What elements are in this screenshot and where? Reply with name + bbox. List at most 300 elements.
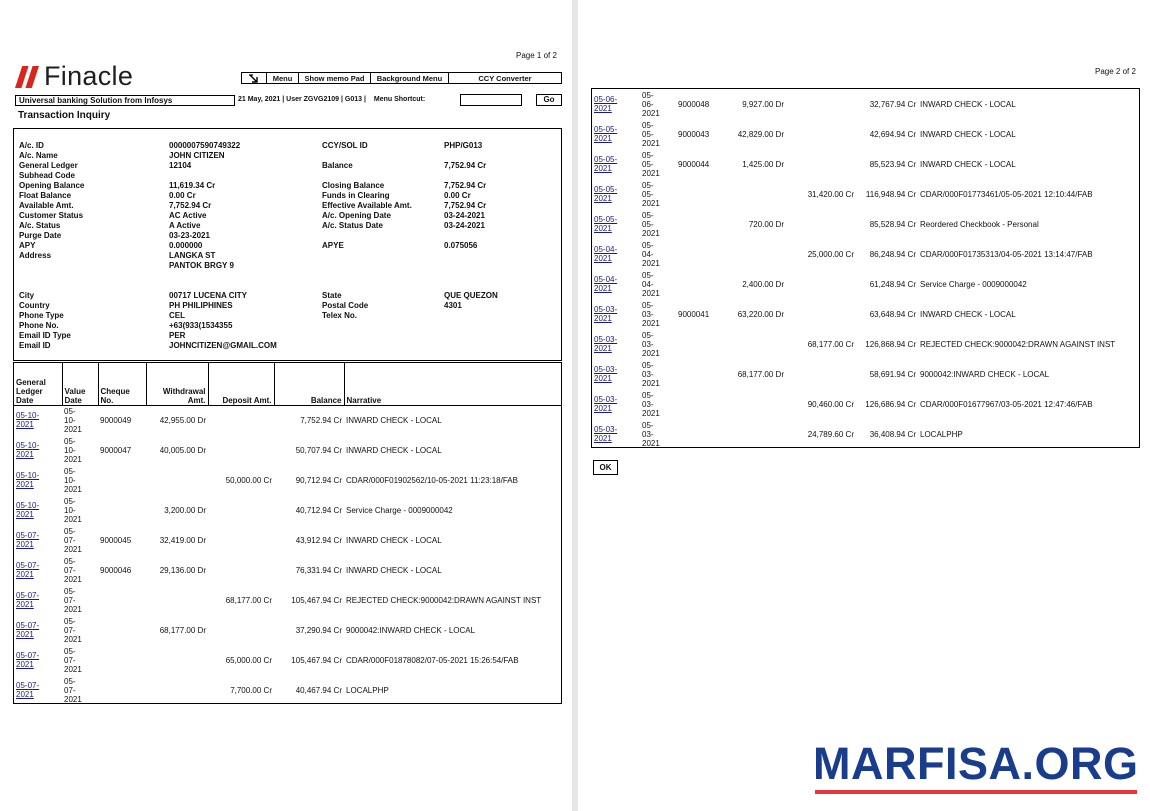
field-label: A/c. ID [19,141,44,150]
go-button[interactable]: Go [536,94,562,106]
field-label: Postal Code [322,301,369,310]
field-value: 03-24-2021 [444,221,485,230]
withdrawal-amt: 63,220.00 Dr [737,309,784,319]
gl-date-link-cell [14,645,62,675]
narrative-cell [344,555,561,585]
value-date-cell [640,269,676,299]
field-label: Country [19,301,50,310]
field-label: Email ID Type [19,331,71,340]
value-date-cell [62,645,98,675]
narrative: 9000042:INWARD CHECK - LOCAL [346,625,476,635]
balance-cell [856,209,918,239]
deposit-amt: 24,789.60 Cr [807,429,854,439]
field-label: Address [19,251,52,260]
withdrawal-amt-cell [724,389,786,419]
deposit-amt-cell [786,419,856,449]
cheque-no-cell [676,389,724,419]
table-row [14,675,561,705]
cheque-no-cell [98,555,146,585]
field-value: 0000007590749322 [169,141,241,150]
field-value: JOHNCITIZEN@GMAIL.COM [169,341,277,350]
narrative-cell [344,615,561,645]
ccy-converter-button[interactable]: CCY Converter [478,73,532,83]
value-date-part: 10- [64,505,76,515]
gl-date-link[interactable]: 05-07-2021 [16,591,40,609]
balance: 126,868.94 Cr [865,339,916,349]
narrative-cell [344,645,561,675]
value-date-part: 2021 [642,318,660,328]
value-date-part: 05- [642,180,654,190]
withdrawal-amt-cell [724,299,786,329]
narrative-cell [344,495,561,525]
narrative: INWARD CHECK - LOCAL [920,159,1016,169]
menu-shortcut-input[interactable] [460,94,522,106]
value-date-part: 2021 [642,408,660,418]
cheque-no-cell [98,495,146,525]
value-date-part: 03- [642,339,654,349]
cheque-no: 9000049 [100,415,132,425]
field-value: 00717 LUCENA CITY [169,291,247,300]
table-row [592,419,1139,449]
narrative: Service Charge - 0009000042 [920,279,1027,289]
field-label: Float Balance [19,191,72,200]
gl-date-link[interactable]: 05-04-2021 [594,275,618,293]
withdrawal-amt: 2,400.00 Dr [742,279,784,289]
value-date-part: 2021 [64,664,82,674]
user-info [238,96,425,103]
gl-date-link[interactable]: 05-05-2021 [594,215,618,233]
value-date-part: 2021 [642,288,660,298]
finacle-logo-text: Finacle [44,61,134,91]
value-date-part: 2021 [64,604,82,614]
balance: 40,712.94 Cr [295,505,342,515]
value-date-cell [62,435,98,465]
account-details-panel [13,128,562,361]
value-date-cell [62,555,98,585]
balance: 105,467.94 Cr [291,655,342,665]
balance-cell [856,269,918,299]
value-date-part: 05- [642,159,654,169]
withdrawal-amt-cell [724,119,786,149]
balance: 90,712.94 Cr [295,475,342,485]
narrative: 9000042:INWARD CHECK - LOCAL [920,369,1050,379]
value-date-cell [640,119,676,149]
balance-cell [274,585,344,615]
value-date-part: 2021 [64,544,82,554]
value-date-part: 05- [64,676,76,686]
field-label: Balance [322,161,353,170]
cheque-no: 9000044 [678,159,710,169]
value-date-part: 2021 [642,438,660,448]
gl-date-link[interactable]: 05-10-2021 [16,501,40,519]
balance-cell [856,419,918,449]
narrative-cell [344,465,561,495]
value-date-part: 2021 [64,634,82,644]
gl-date-link[interactable]: 05-10-2021 [16,441,40,459]
finacle-logo-mark-icon [15,66,39,88]
deposit-amt-cell [786,179,856,209]
deposit-amt-cell [208,405,274,435]
col-balance: Balance [274,363,344,405]
balance: 42,694.94 Cr [869,129,916,139]
table-row [14,405,561,435]
cheque-no-cell [98,525,146,555]
gl-date-link[interactable]: 05-10-2021 [16,471,40,489]
value-date-cell [640,419,676,449]
transactions-panel-page-2 [591,88,1140,448]
value-date-part: 05- [64,616,76,626]
narrative-cell [344,435,561,465]
value-date-part: 04- [642,279,654,289]
balance-cell [856,119,918,149]
gl-date-link-cell [14,555,62,585]
narrative: Reordered Checkbook - Personal [920,219,1039,229]
gl-date-link[interactable]: 05-10-2021 [16,411,40,430]
gl-date-link[interactable]: 05-05-2021 [594,185,618,203]
gl-date-link[interactable]: 05-07-2021 [16,681,40,699]
value-date-part: 05- [642,420,654,430]
page-number: Page 1 of 2 [516,51,557,60]
gl-date-link[interactable]: 05-07-2021 [16,621,40,639]
value-date-part: 2021 [642,168,660,178]
marfisa-watermark: MARFISA.ORG [813,738,1139,790]
field-value: 4301 [444,301,462,310]
balance-cell [274,645,344,675]
date-user-sol: 21 May, 2021 | User ZGVG2109 | G013 | [238,96,366,103]
narrative-cell [344,585,561,615]
gl-date-link[interactable]: 05-03-2021 [594,395,618,413]
deposit-amt: 68,177.00 Cr [807,339,854,349]
balance: 40,467.94 Cr [295,685,342,695]
narrative-cell [344,525,561,555]
value-date-cell [640,299,676,329]
field-value: 0.00 Cr [169,191,196,200]
deposit-amt-cell [208,435,274,465]
deposit-amt: 65,000.00 Cr [225,655,272,665]
show-memo-pad-button[interactable]: Show memo Pad [299,73,371,83]
balance-cell [274,555,344,585]
withdrawal-amt-cell [146,405,208,435]
deposit-amt-cell [786,329,856,359]
withdrawal-amt: 42,829.00 Dr [737,129,784,139]
value-date-cell [62,615,98,645]
value-date-part: 05- [642,219,654,229]
value-date-cell [62,675,98,705]
withdrawal-amt-cell [724,359,786,389]
table-row [592,179,1139,209]
cheque-no-cell [676,209,724,239]
field-value: PHP/G013 [444,141,483,150]
balance: 76,331.94 Cr [295,565,342,575]
col-withdrawal: Withdrawal Amt. [146,363,208,405]
deposit-amt-cell [208,555,274,585]
page-2 [578,0,1150,811]
gl-date-link[interactable]: 05-04-2021 [594,245,618,263]
withdrawal-amt: 1,425.00 Dr [742,159,784,169]
value-date-part: 05- [642,270,654,280]
table-row [14,435,561,465]
balance: 61,248.94 Cr [869,279,916,289]
field-value: LANGKA ST [169,251,216,260]
narrative: INWARD CHECK - LOCAL [346,445,442,455]
narrative-cell [918,419,1139,449]
withdrawal-amt-cell [724,239,786,269]
transactions-table [592,89,1139,449]
withdrawal-amt: 9,927.00 Dr [742,99,784,109]
balance: 36,408.94 Cr [869,429,916,439]
balance-cell [274,435,344,465]
deposit-amt-cell [786,209,856,239]
table-row [14,525,561,555]
field-label: APYE [322,241,344,250]
narrative: INWARD CHECK - LOCAL [346,565,442,575]
cheque-no-cell [676,149,724,179]
deposit-amt-cell [208,585,274,615]
withdrawal-amt-cell [146,675,208,705]
value-date-part: 2021 [642,348,660,358]
gl-date-link-cell [592,209,640,239]
field-label: State [322,291,342,300]
withdrawal-amt: 3,200.00 Dr [164,505,206,515]
gl-date-link[interactable]: 05-07-2021 [16,561,40,579]
value-date-part: 2021 [642,198,660,208]
value-date-part: 10- [64,415,76,425]
table-row [592,299,1139,329]
balance-cell [856,299,918,329]
balance-cell [856,89,918,119]
field-label: Phone No. [19,321,59,330]
col-value-date: Value Date [62,363,98,405]
balance: 32,767.94 Cr [869,99,916,109]
balance-cell [856,389,918,419]
narrative: INWARD CHECK - LOCAL [346,415,442,425]
balance-cell [274,495,344,525]
withdrawal-amt: 68,177.00 Dr [159,625,206,635]
field-value: 0.075056 [444,241,478,250]
deposit-amt-cell [208,495,274,525]
field-label: CCY/SOL ID [322,141,368,150]
narrative: INWARD CHECK - LOCAL [346,535,442,545]
cheque-no-cell [676,269,724,299]
field-label: A/c. Name [19,151,58,160]
deposit-amt: 7,700.00 Cr [230,685,272,695]
value-date-part: 03- [642,429,654,439]
value-date-part: 05- [64,496,76,506]
cheque-no-cell [98,615,146,645]
withdrawal-amt-cell [146,615,208,645]
deposit-amt-cell [208,645,274,675]
gl-date-link-cell [592,389,640,419]
field-value: 0.000000 [169,241,203,250]
cheque-no-cell [98,405,146,435]
deposit-amt: 50,000.00 Cr [225,475,272,485]
value-date-part: 03- [642,369,654,379]
narrative-cell [918,119,1139,149]
deposit-amt-cell [786,119,856,149]
gl-date-link-cell [592,239,640,269]
field-value: PH PHILIPHINES [169,301,233,310]
cheque-no: 9000047 [100,445,132,455]
menu-arrow-button[interactable] [242,73,267,83]
value-date-part: 05- [642,90,654,100]
withdrawal-amt-cell [724,269,786,299]
menu-button[interactable]: Menu [267,73,299,83]
value-date-part: 07- [64,565,76,575]
value-date-part: 05- [64,466,76,476]
value-date-part: 2021 [64,484,82,494]
gl-date-link[interactable]: 05-03-2021 [594,305,618,323]
product-subtitle: Universal banking Solution from Infosys [15,95,235,106]
narrative-cell [918,149,1139,179]
balance: 85,523.94 Cr [869,159,916,169]
gl-date-link[interactable]: 05-03-2021 [594,425,618,443]
deposit-amt-cell [208,675,274,705]
gl-date-link-cell [592,329,640,359]
watermark-underline [815,790,1137,794]
cheque-no-cell [98,465,146,495]
narrative: Service Charge - 0009000042 [346,505,453,515]
field-label: Phone Type [19,311,64,320]
narrative: INWARD CHECK - LOCAL [920,99,1016,109]
value-date-part: 03- [642,399,654,409]
field-value: PER [169,331,186,340]
table-row [592,329,1139,359]
gl-date-link-cell [14,525,62,555]
table-row [592,89,1139,119]
value-date-part: 07- [64,595,76,605]
gl-date-link-cell [592,299,640,329]
balance: 85,528.94 Cr [869,219,916,229]
cheque-no-cell [676,329,724,359]
transactions-table [14,363,561,705]
field-label: A/c. Status Date [322,221,383,230]
table-row [592,389,1139,419]
narrative-cell [918,299,1139,329]
deposit-amt-cell [208,525,274,555]
field-value: 12104 [169,161,192,170]
value-date-cell [640,329,676,359]
table-row [592,269,1139,299]
field-label: Funds in Clearing [322,191,390,200]
gl-date-link[interactable]: 05-06-2021 [594,95,618,113]
field-label: A/c. Status [19,221,61,230]
table-row [592,119,1139,149]
value-date-part: 2021 [642,258,660,268]
field-value: 7,752.94 Cr [169,201,212,210]
gl-date-link[interactable]: 05-05-2021 [594,125,618,143]
balance-cell [856,239,918,269]
value-date-part: 05- [64,406,76,416]
gl-date-link-cell [14,405,62,435]
field-label: Available Amt. [19,201,74,210]
narrative-cell [918,179,1139,209]
narrative: CDAR/000F01773461/05-05-2021 12:10:44/FAB [920,189,1093,199]
withdrawal-amt-cell [146,585,208,615]
deposit-amt-cell [786,269,856,299]
page-number: Page 2 of 2 [1095,67,1136,76]
value-date-part: 10- [64,475,76,485]
balance: 105,467.94 Cr [291,595,342,605]
gl-date-link-cell [592,89,640,119]
withdrawal-amt: 68,177.00 Dr [737,369,784,379]
balance-cell [856,359,918,389]
balance: 86,248.94 Cr [869,249,916,259]
narrative: INWARD CHECK - LOCAL [920,129,1016,139]
field-value: 7,752.94 Cr [444,181,487,190]
cheque-no: 9000048 [678,99,710,109]
balance: 7,752.94 Cr [300,415,342,425]
field-label: City [19,291,35,300]
narrative-cell [918,269,1139,299]
gl-date-link[interactable]: 05-03-2021 [594,335,618,353]
col-deposit: Deposit Amt. [208,363,274,405]
value-date-cell [62,405,98,435]
withdrawal-amt-cell [724,179,786,209]
value-date-part: 2021 [64,424,82,434]
value-date-part: 05- [64,646,76,656]
page-title: Transaction Inquiry [18,110,111,121]
deposit-amt-cell [786,149,856,179]
ok-button[interactable]: OK [593,460,618,475]
field-label: Opening Balance [19,181,85,190]
gl-date-link[interactable]: 05-07-2021 [16,531,40,549]
narrative: LOCALPHP [346,685,389,695]
value-date-cell [640,209,676,239]
balance-cell [274,675,344,705]
field-value: 7,752.94 Cr [444,161,487,170]
field-label: Purge Date [19,231,62,240]
narrative-cell [918,359,1139,389]
narrative-cell [918,89,1139,119]
value-date-part: 05- [642,120,654,130]
withdrawal-amt: 32,419.00 Dr [159,535,206,545]
value-date-cell [62,465,98,495]
cheque-no-cell [676,239,724,269]
cheque-no-cell [676,299,724,329]
value-date-cell [62,495,98,525]
value-date-cell [62,525,98,555]
menu-bar [241,72,562,84]
background-menu-button[interactable]: Background Menu [371,73,449,83]
gl-date-link[interactable]: 05-03-2021 [594,365,618,383]
value-date-cell [640,89,676,119]
field-value: 03-23-2021 [169,231,210,240]
gl-date-link[interactable]: 05-07-2021 [16,651,40,669]
value-date-part: 05- [642,390,654,400]
table-row [14,495,561,525]
narrative: INWARD CHECK - LOCAL [920,309,1016,319]
field-label: Telex No. [322,311,357,320]
table-row [14,645,561,675]
balance-cell [856,329,918,359]
value-date-cell [640,239,676,269]
gl-date-link-cell [592,269,640,299]
gl-date-link-cell [14,585,62,615]
gl-date-link[interactable]: 05-05-2021 [594,155,618,173]
narrative: CDAR/000F01902562/10-05-2021 11:23:18/FAB [346,475,518,485]
value-date-part: 2021 [642,138,660,148]
value-date-part: 2021 [64,514,82,524]
deposit-amt: 68,177.00 Cr [225,595,272,605]
narrative-cell [918,239,1139,269]
arrow-down-right-icon [249,74,259,83]
gl-date-link-cell [592,119,640,149]
field-label: A/c. Opening Date [322,211,391,220]
field-value: CEL [169,311,185,320]
value-date-part: 2021 [64,574,82,584]
value-date-part: 05- [642,189,654,199]
cheque-no: 9000043 [678,129,710,139]
